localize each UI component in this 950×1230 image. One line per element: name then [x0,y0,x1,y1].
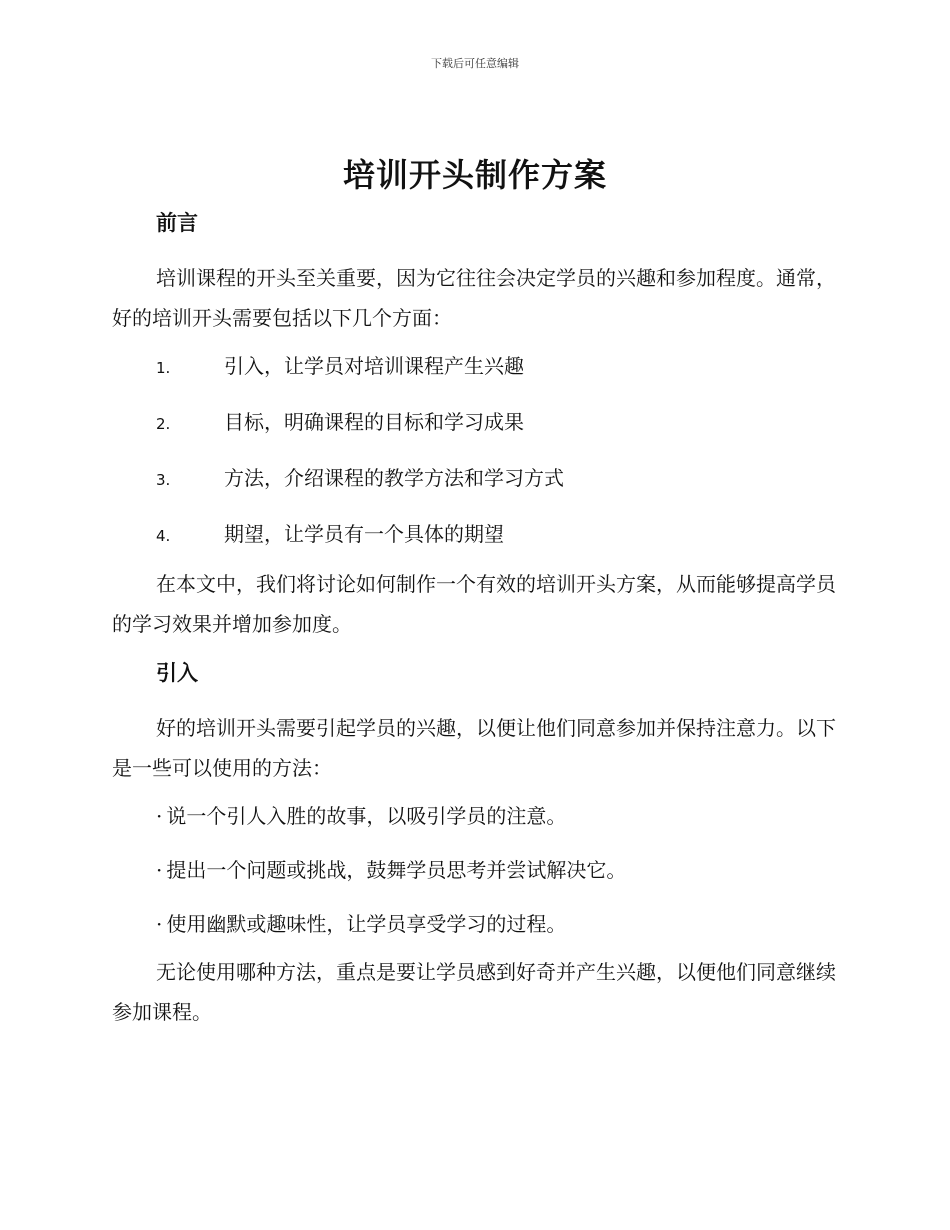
document-title: 培训开头制作方案 [342,156,607,194]
numbered-list-item [156,520,838,550]
numbered-list-item [156,464,838,494]
preface-intro-paragraph: 培训课程的开头至关重要，因为它往往会决定学员的兴趣和参加程度。通常，好的培训开头需要包括以下几个方面： [112,266,836,330]
list-item-text: 期望，让学员有一个具体的期望 [224,522,504,546]
list-number: 3. [156,471,171,489]
header-note: 下载后可任意编辑 [431,57,519,70]
bullet-list-item [156,910,838,938]
list-item-text: 引入，让学员对培训课程产生兴趣 [224,354,524,378]
list-number: 4. [156,527,171,545]
document-body [112,200,838,1046]
bullet-symbol: · [156,858,163,882]
introduction-outro-paragraph: 无论使用哪种方法，重点是要让学员感到好奇并产生兴趣，以便他们同意继续参加课程。 [112,960,836,1024]
bullet-text: 提出一个问题或挑战，鼓舞学员思考并尝试解决它。 [166,858,627,882]
numbered-list-item [156,352,838,382]
list-number: 2. [156,415,171,433]
list-item-text: 目标，明确课程的目标和学习成果 [224,410,524,434]
bullet-symbol: · [156,912,163,936]
bullet-text: 说一个引人入胜的故事，以吸引学员的注意。 [166,804,567,828]
bullet-text: 使用幽默或趣味性，让学员享受学习的过程。 [166,912,567,936]
preface-outro-paragraph: 在本文中，我们将讨论如何制作一个有效的培训开头方案，从而能够提高学员的学习效果并增加参加度。 [112,572,836,636]
list-item-text: 方法，介绍课程的教学方法和学习方式 [224,466,564,490]
list-number: 1. [156,359,171,377]
numbered-list-item [156,408,838,438]
bullet-list-item [156,856,838,884]
section-heading-preface: 前言 [156,211,198,235]
introduction-intro-paragraph: 好的培训开头需要引起学员的兴趣，以便让他们同意参加并保持注意力。以下是一些可以使用的方法： [112,716,836,780]
bullet-symbol: · [156,804,163,828]
section-heading-introduction: 引入 [156,661,198,685]
bullet-list-item [156,802,838,830]
